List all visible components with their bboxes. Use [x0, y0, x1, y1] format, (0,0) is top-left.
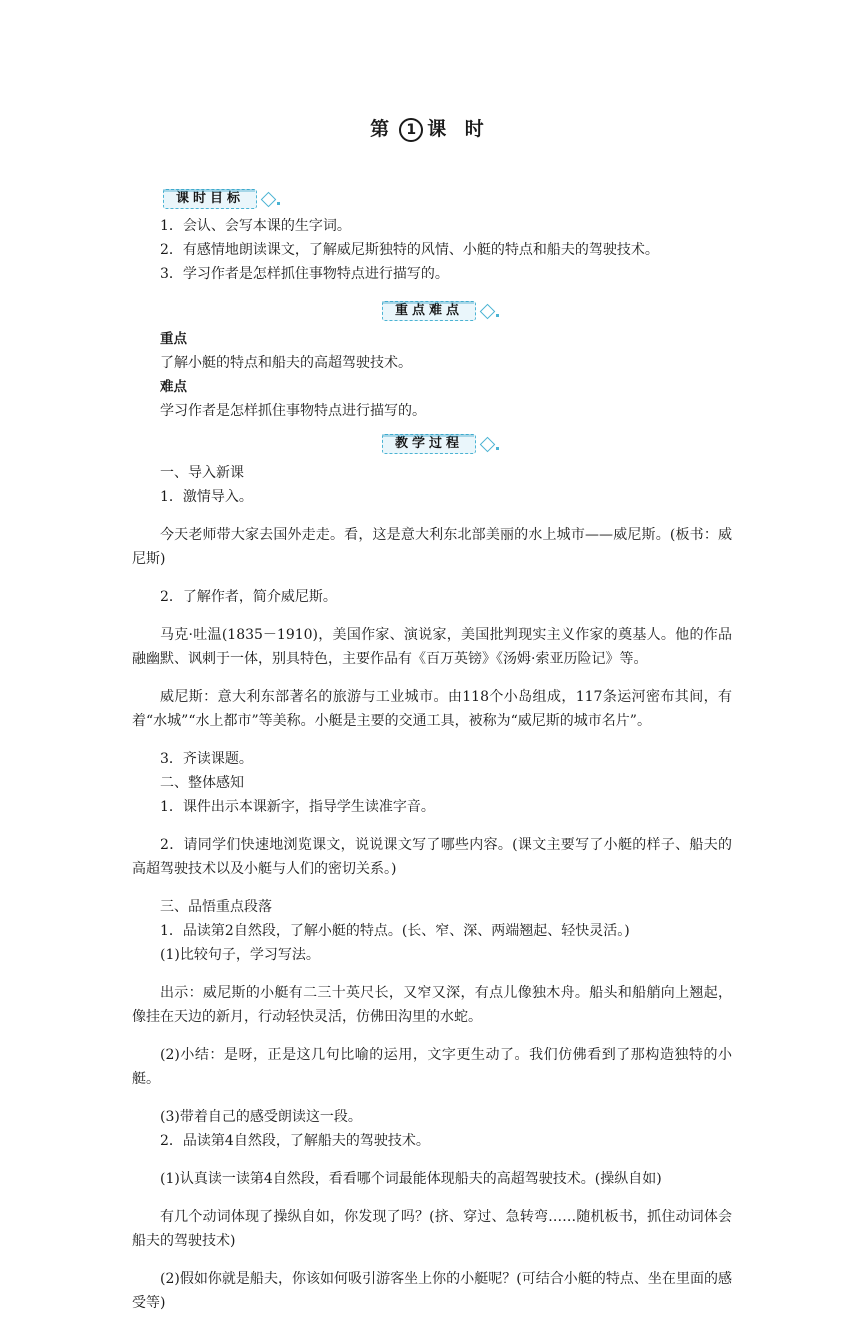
diamond-icon	[261, 191, 277, 207]
dot-icon	[496, 314, 499, 317]
process-step: 1．课件出示本课新字，指导学生读准字音。	[160, 799, 435, 815]
process-paragraph: (2)假如你就是船夫，你该如何吸引游客坐上你的小艇呢？(可结合小艇的特点、坐在里面的感受等)	[132, 1271, 732, 1311]
process-paragraph: 马克·吐温(1835－1910)，美国作家、演说家，美国批判现实主义作家的奠基人。他的作品融幽默、讽刺于一体，别具特色，主要作品有《百万英镑》《汤姆·索亚历险记》等。	[132, 627, 732, 667]
process-heading: 二、整体感知	[160, 775, 244, 791]
process-step: 2．品读第4自然段，了解船夫的驾驶技术。	[160, 1133, 430, 1149]
process-step: (1)比较句子，学习写法。	[160, 947, 320, 963]
key-text: 了解小艇的特点和船夫的高超驾驶技术。	[160, 355, 412, 371]
process-block	[132, 461, 732, 1329]
process-step: (3)带着自己的感受朗读这一段。	[160, 1109, 362, 1125]
process-heading: 三、品悟重点段落	[160, 899, 272, 915]
lesson-number-badge: 1	[399, 118, 423, 142]
process-paragraph: (2)小结：是呀，正是这几句比喻的运用，文字更生动了。我们仿佛看到了那构造独特的小艇。	[132, 1047, 732, 1087]
title-suffix: 课 时	[427, 118, 490, 140]
process-heading: 一、导入新课	[160, 465, 244, 481]
diamond-icon	[480, 436, 496, 452]
process-paragraph: 威尼斯：意大利东部著名的旅游与工业城市。由118个小岛组成，117条运河密布其间，有着“水城”“水上都市”等美称。小艇是主要的交通工具，被称为“威尼斯的城市名片”。	[132, 689, 732, 729]
difficulty-label: 难点	[160, 379, 187, 395]
page-title	[0, 114, 860, 142]
key-label: 重点	[160, 331, 187, 347]
section-tag-keypoints	[382, 300, 499, 322]
process-paragraph: (1)认真读一读第4自然段，看看哪个词最能体现船夫的高超驾驶技术。(操纵自如)	[160, 1171, 662, 1187]
process-paragraph: 今天老师带大家去国外走走。看，这是意大利东北部美丽的水上城市——威尼斯。(板书：威尼斯)	[132, 527, 732, 567]
section-tag-label: 课时目标	[163, 189, 257, 209]
section-tag-label: 教学过程	[382, 434, 476, 454]
process-step: 1．品读第2自然段，了解小艇的特点。(长、窄、深、两端翘起、轻快灵活。)	[160, 923, 630, 939]
process-step: 3．齐读课题。	[160, 751, 253, 767]
diamond-icon	[480, 303, 496, 319]
goal-item: 1．会认、会写本课的生字词。	[160, 218, 351, 234]
process-paragraph: 出示：威尼斯的小艇有二三十英尺长，又窄又深，有点儿像独木舟。船头和船艄向上翘起，像挂在天边的新月，行动轻快灵活，仿佛田沟里的水蛇。	[132, 985, 732, 1025]
goal-item: 3．学习作者是怎样抓住事物特点进行描写的。	[160, 266, 449, 282]
goal-item: 2．有感情地朗读课文，了解威尼斯独特的风情、小艇的特点和船夫的驾驶技术。	[160, 242, 659, 258]
process-paragraph: 有几个动词体现了操纵自如，你发现了吗？(挤、穿过、急转弯……随机板书，抓住动词体会船夫的驾驶技术)	[132, 1209, 732, 1249]
title-prefix: 第	[370, 118, 396, 140]
dot-icon	[496, 447, 499, 450]
dot-icon	[277, 202, 280, 205]
process-step: 2．了解作者，简介威尼斯。	[160, 589, 337, 605]
process-paragraph: 2．请同学们快速地浏览课文，说说课文写了哪些内容。(课文主要写了小艇的样子、船夫的高超驾驶技术以及小艇与人们的密切关系。)	[132, 837, 732, 877]
difficulty-text: 学习作者是怎样抓住事物特点进行描写的。	[160, 403, 426, 419]
section-tag-goals	[163, 188, 280, 210]
section-tag-label: 重点难点	[382, 301, 476, 321]
process-step: 1．激情导入。	[160, 489, 253, 505]
goals-list	[132, 214, 732, 286]
section-tag-process	[382, 433, 499, 455]
keypoints-block	[132, 327, 732, 423]
